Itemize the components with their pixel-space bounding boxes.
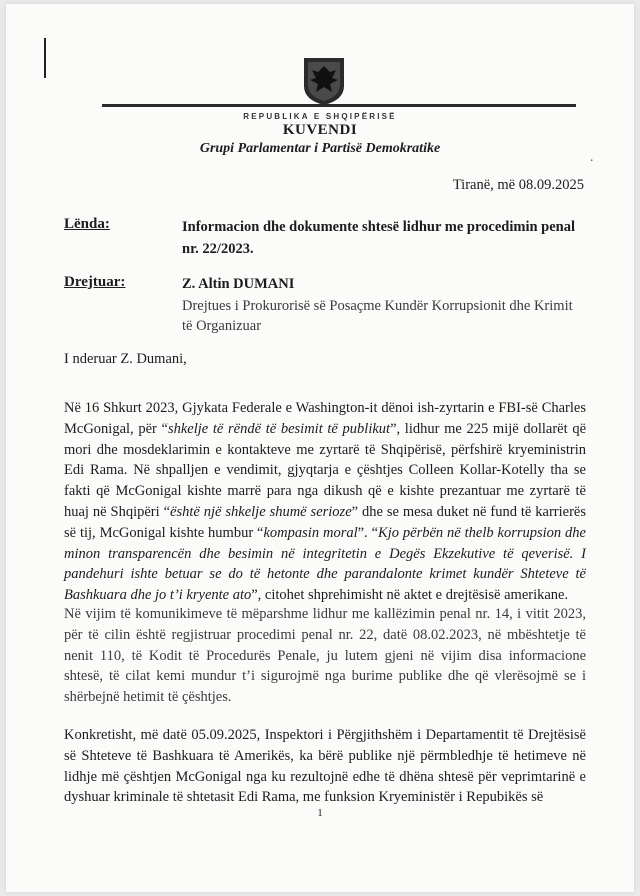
subject-label: Lënda: — [64, 216, 110, 232]
quote-3: kompasin moral — [263, 524, 358, 541]
paragraph-1-text: ” dhe se mesa duket në fund të karrierës së tij, McGonigal kishte humbur “ — [64, 503, 586, 541]
paragraph-3: Konkretisht, më datë 05.09.2025, Inspektori i Përgjithshëm i Departamentit të Drejtësisë së Shteteve të Bashkuara të Amerikës, ka bërë publike një përmbledhje të hetimeve në lidhje më çështjen McGonigal nga ku rezultojnë edhe të dhëna shtesë për veprimtarinë e dyshuar kriminale të shtetasit Edi Rama, me funksion Kryeministër i Repubikës së — [64, 727, 586, 806]
date-line: Tiranë, më 08.09.2025 — [452, 177, 584, 193]
addressee-office: Drejtues i Prokurorisë së Posaçme Kundër Korrupsionit dhe Krimit të Organizuar — [182, 298, 573, 334]
quote-4: Kjo përbën në thelb korrupsion dhe minon transparencën dhe besimin në integritetin e Degës Ekzekutive të qeverisë. I pandehuri ishte betuar se do të hetonte dhe parandalonte krimet kundër Shteteve të Bashkuara dhe jo t’i kryente ato — [64, 524, 586, 604]
paragraph-1-text: Në 16 Shkurt 2023, Gjykata Federale e Washington-it dënoi ish-zyrtarin e FBI-së Charles McGonigal, për “ — [64, 400, 586, 437]
page-number: 1 — [317, 807, 323, 819]
paragraph-1 — [64, 398, 586, 606]
addressee-label: Drejtuar: — [64, 274, 126, 290]
paragraph-2: Në vijim të komunikimeve të mëparshme lidhur me kallëzimin penal nr. 14, i vitit 2023, për të cilin është regjistruar procedimi penal nr. 22, datë 08.02.2023, në mbështetje të nenit 110, të Kodit të Procedurës Penale, ju lutem gjeni në vijim disa informacione shtesë, të cilat kemi mundur t’i sigurojmë nga burime publike dhe që vlerësojmë se i shërbejnë hetimit të çështjes. — [64, 606, 586, 706]
republic-heading: REPUBLIKA E SHQIPËRISË — [243, 112, 397, 121]
paragraph-1-text: ”, lidhur me 225 mijë dollarët që mori dhe mosdeklarimin e kontakteve me zyrtarë të Shqipërisë, përfshirë kryeministrin Edi Rama. Në shpalljen e vendimit, gjyqtarja e çështjes Colleen Kollar-Kotelly tha se fakti që McGonigal kishte marrë para nga dikush që e kishte prezantuar me zyrtarë të huaj në Shqipëri “ — [64, 420, 587, 520]
paragraph-1-text: ”. “ — [357, 524, 379, 541]
quote-2: është një shkelje shumë serioze — [170, 503, 352, 520]
header-rule — [102, 104, 576, 107]
paragraph-1-text: ”, citohet shprehimisht në aktet e drejtësisë amerikane. — [251, 587, 569, 604]
coat-of-arms-emblem — [302, 56, 346, 106]
addressee-block — [182, 274, 582, 336]
subject-text: Informacion dhe dokumente shtesë lidhur me procedimin penal nr. 22/2023. — [182, 219, 576, 257]
salutation: I nderuar Z. Dumani, — [64, 351, 187, 367]
document-page — [6, 4, 634, 892]
institution-heading: KUVENDI — [282, 122, 358, 138]
addressee-name: Z. Altin DUMANI — [182, 276, 295, 292]
quote-1: shkelje të rëndë të besimit të publikut — [167, 420, 391, 437]
margin-mark — [44, 38, 46, 78]
group-heading: Grupi Parlamentar i Partisë Demokratike — [199, 141, 441, 156]
stray-mark: · — [589, 154, 594, 169]
